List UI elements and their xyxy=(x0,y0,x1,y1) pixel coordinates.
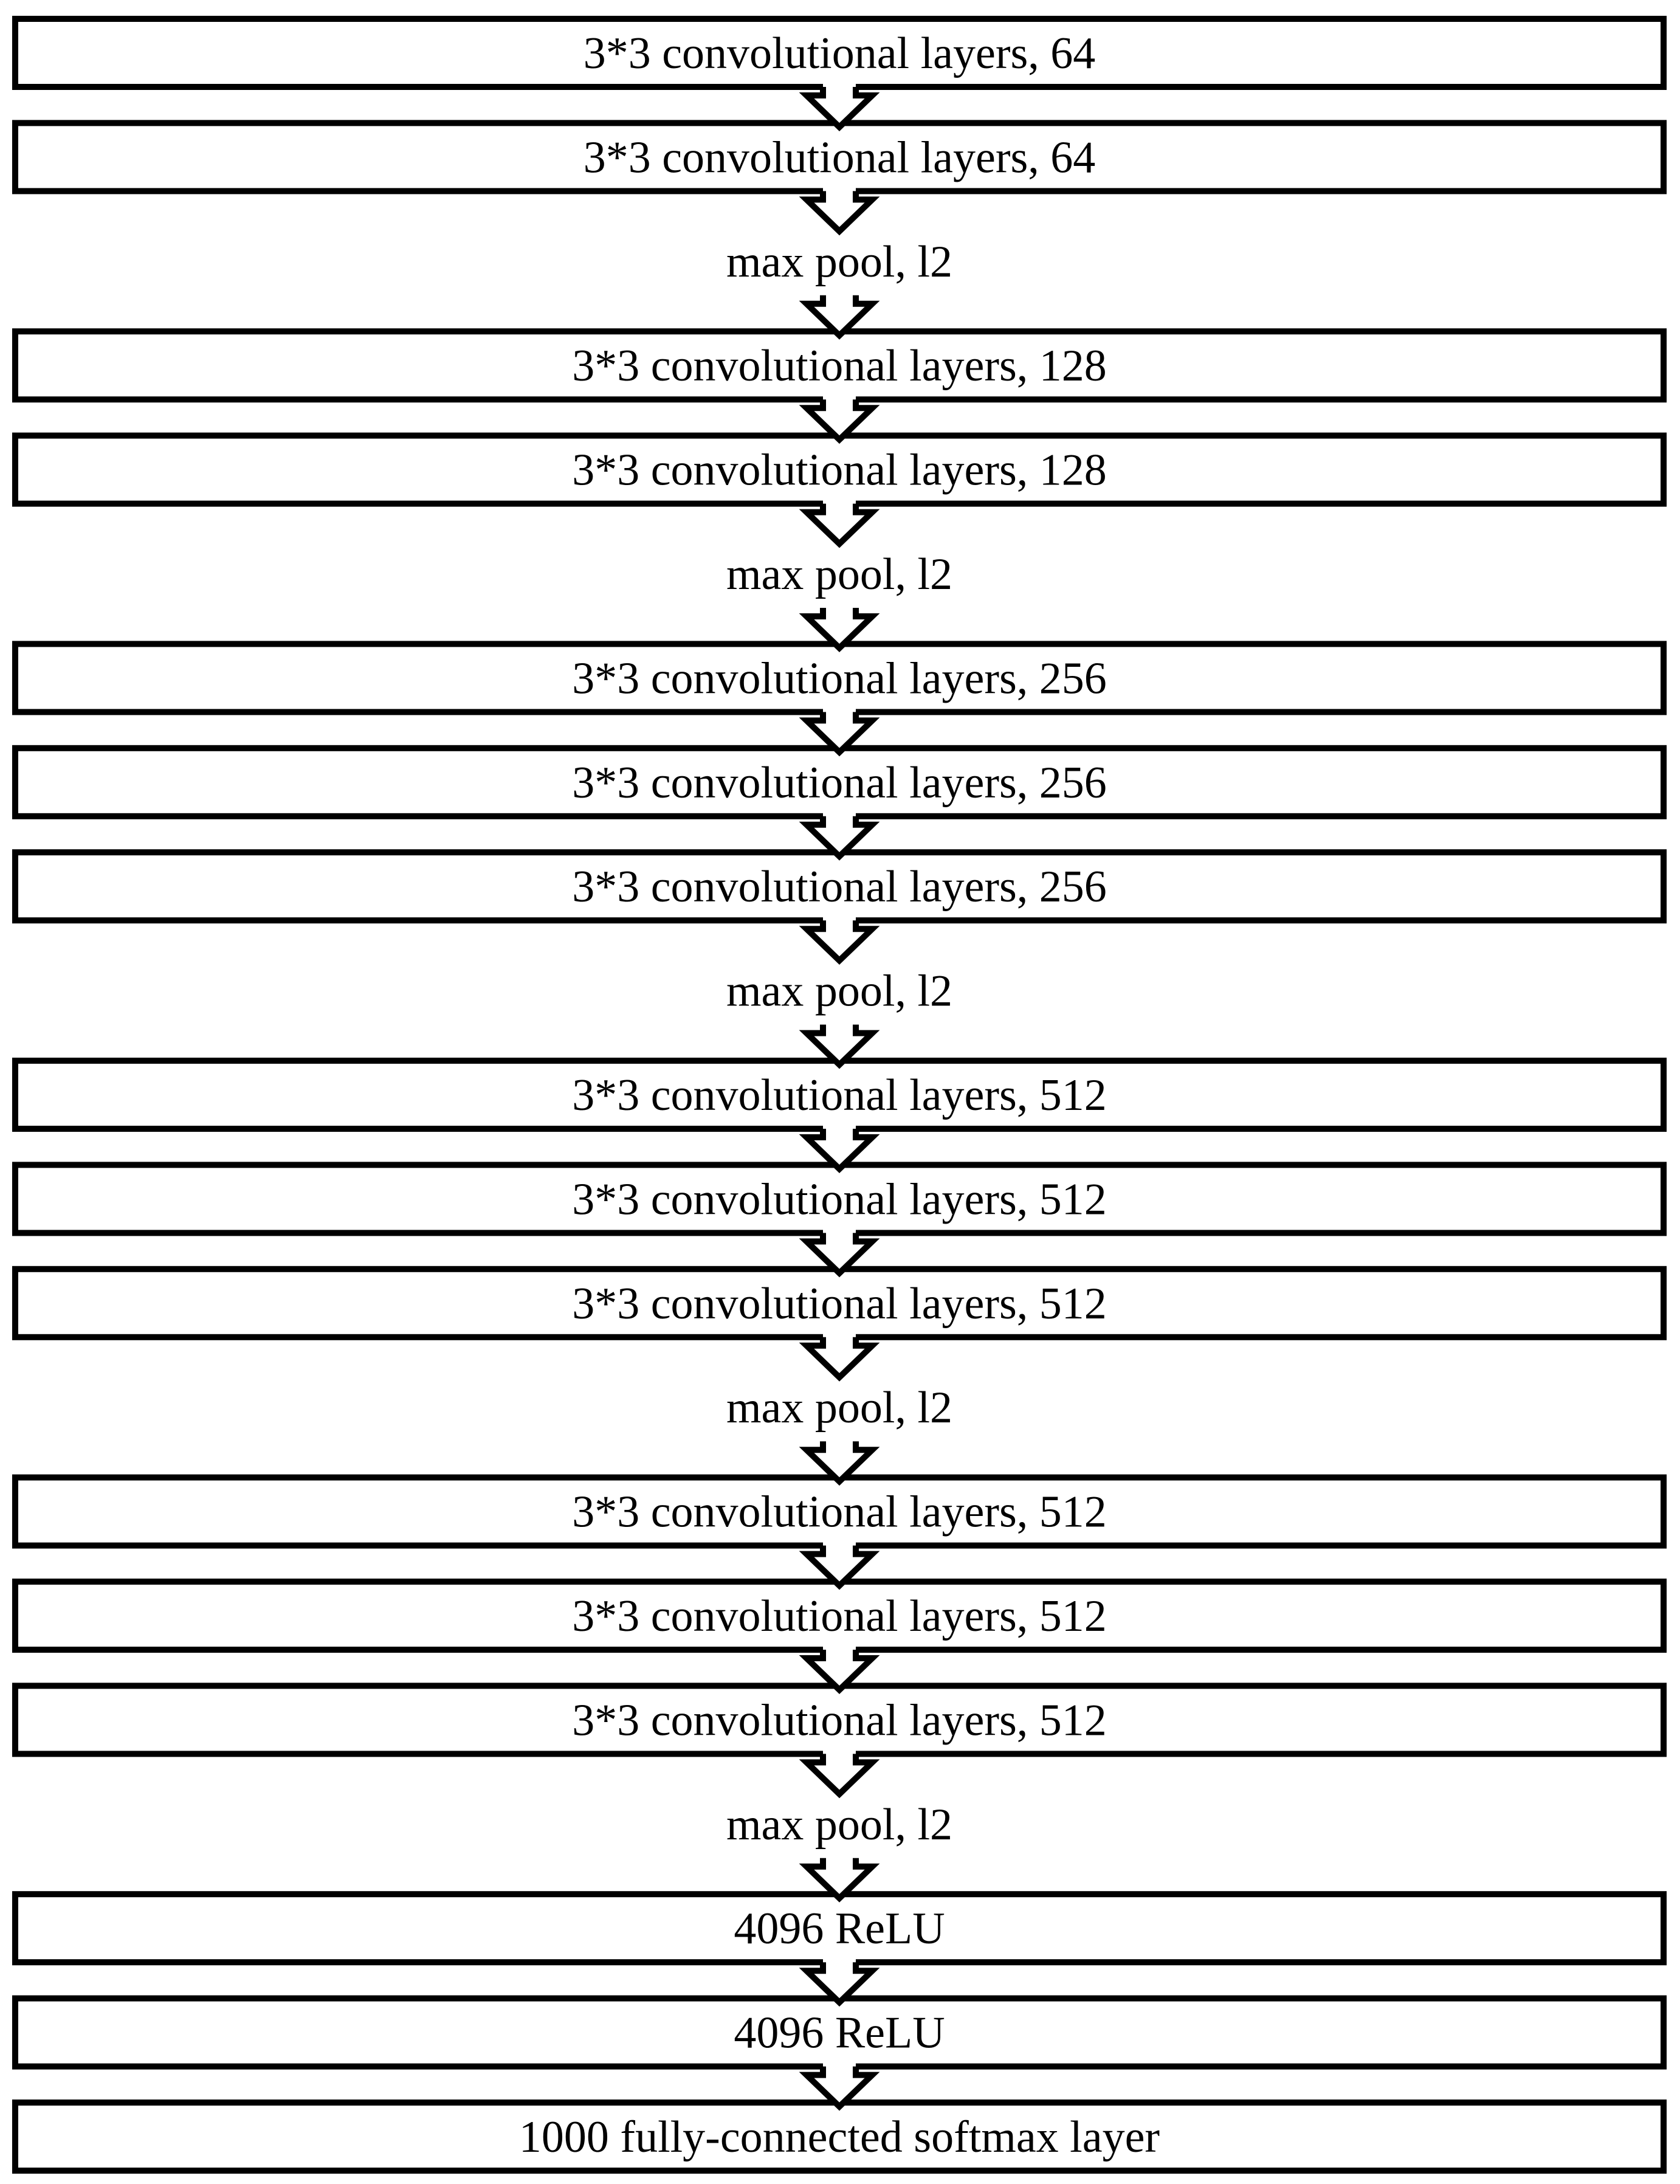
layer-label: 3*3 convolutional layers, 512 xyxy=(572,1695,1107,1746)
layer-label: 3*3 convolutional layers, 256 xyxy=(572,653,1107,704)
max-pool-step xyxy=(726,237,952,287)
max-pool-label: max pool, l2 xyxy=(726,1383,953,1433)
layer-box xyxy=(15,852,1664,920)
max-pool-step xyxy=(726,966,952,1016)
max-pool-step xyxy=(726,1383,952,1433)
layer-box xyxy=(15,1894,1664,1962)
layer-box xyxy=(15,1999,1664,2067)
max-pool-label: max pool, l2 xyxy=(726,966,953,1016)
max-pool-label: max pool, l2 xyxy=(726,236,953,287)
layer-label: 3*3 convolutional layers, 512 xyxy=(572,1070,1107,1120)
layer-box xyxy=(15,1165,1664,1233)
layer-label: 3*3 convolutional layers, 512 xyxy=(572,1591,1107,1641)
layer-box xyxy=(15,331,1664,399)
layer-label: 3*3 convolutional layers, 64 xyxy=(583,133,1096,183)
layer-box xyxy=(15,1061,1664,1129)
layer-label: 3*3 convolutional layers, 128 xyxy=(572,445,1107,495)
layer-label: 3*3 convolutional layers, 512 xyxy=(572,1487,1107,1537)
layer-box xyxy=(15,1686,1664,1754)
layer-label: 3*3 convolutional layers, 512 xyxy=(572,1278,1107,1329)
layer-box xyxy=(15,1582,1664,1650)
layer-box xyxy=(15,436,1664,504)
layer-label: 1000 fully-connected softmax layer xyxy=(518,2112,1160,2162)
max-pool-label: max pool, l2 xyxy=(726,1799,953,1850)
layer-label: 3*3 convolutional layers, 256 xyxy=(572,862,1107,912)
layer-box xyxy=(15,748,1664,816)
max-pool-step xyxy=(726,1800,952,1850)
layer-box xyxy=(15,644,1664,712)
layer-box xyxy=(15,1269,1664,1337)
layer-label: 3*3 convolutional layers, 512 xyxy=(572,1174,1107,1225)
layer-label: 3*3 convolutional layers, 256 xyxy=(572,757,1107,808)
layer-box xyxy=(15,123,1664,191)
layer-label: 4096 ReLU xyxy=(734,1904,945,1954)
max-pool-step xyxy=(726,549,952,599)
layer-box xyxy=(15,19,1664,87)
layer-box xyxy=(15,2103,1664,2171)
layer-label: 3*3 convolutional layers, 128 xyxy=(572,341,1107,391)
max-pool-label: max pool, l2 xyxy=(726,549,953,599)
layer-label: 4096 ReLU xyxy=(734,2008,945,2058)
layer-label: 3*3 convolutional layers, 64 xyxy=(583,29,1096,78)
layer-box xyxy=(15,1478,1664,1546)
